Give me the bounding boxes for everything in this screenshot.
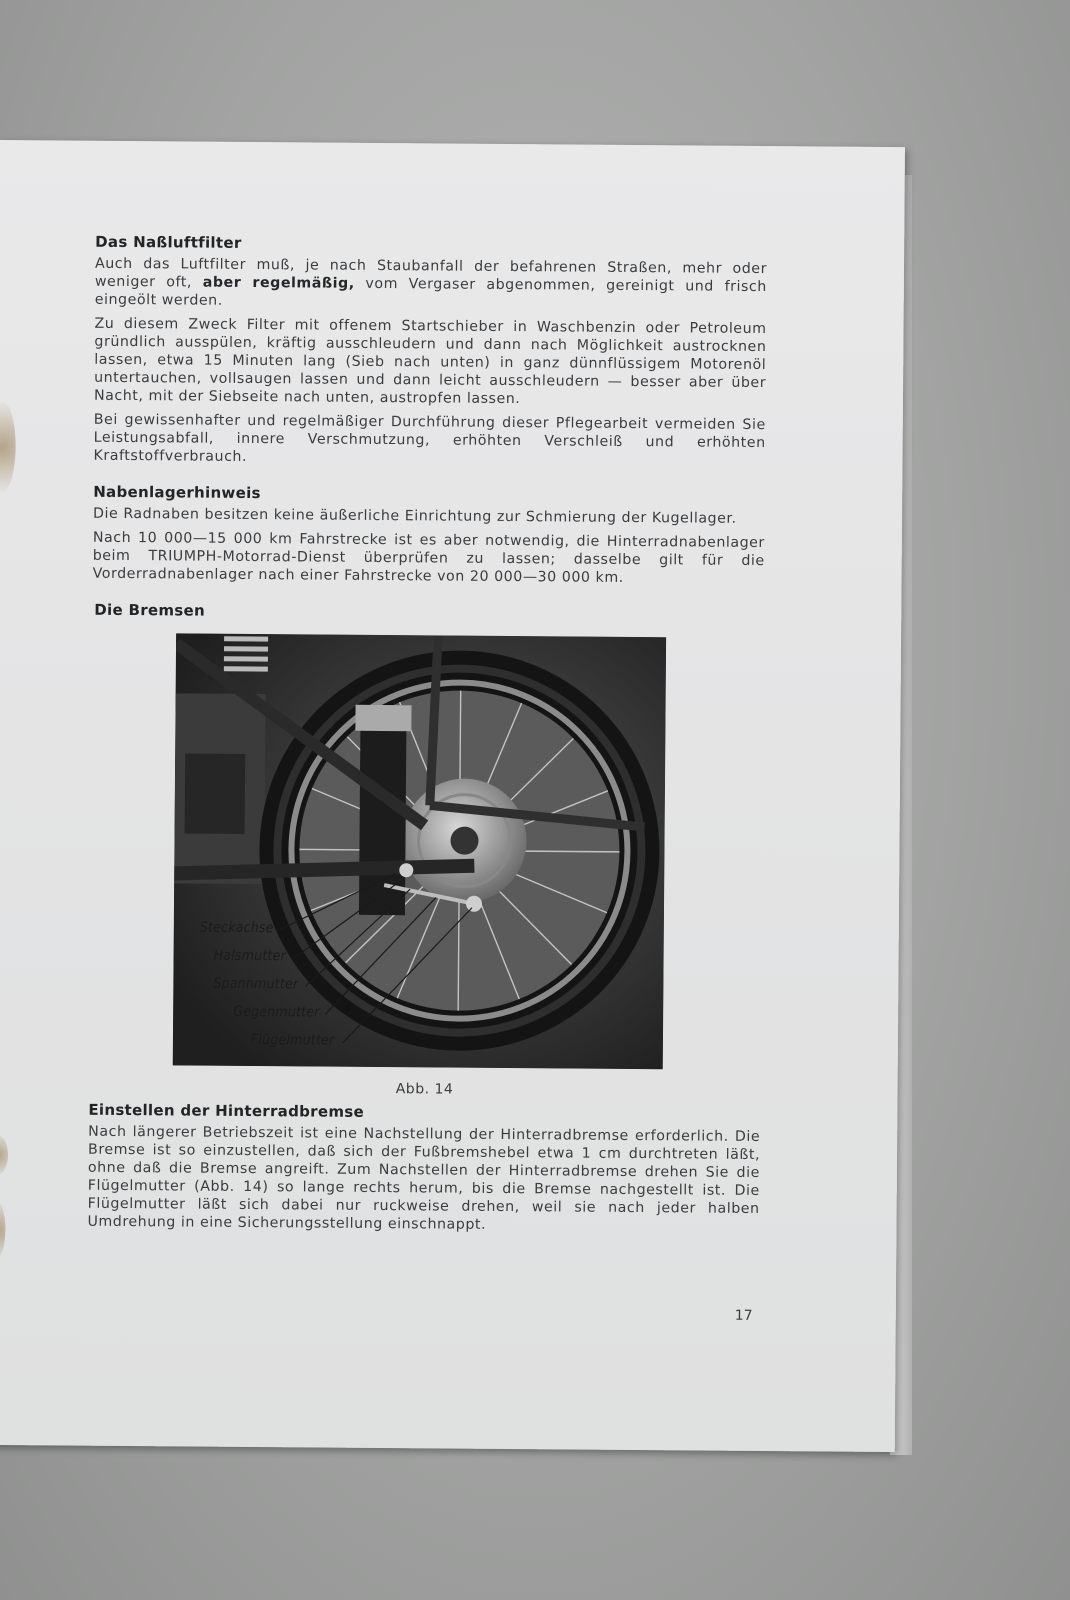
figure-caption: Abb. 14 bbox=[395, 1081, 454, 1098]
label-gegenmutter: Gegenmutter bbox=[233, 1003, 320, 1021]
figure-rear-wheel-photo bbox=[173, 633, 666, 1069]
paragraph: Zu diesem Zweck Filter mit offenem Startschieber in Waschbenzin oder Petroleum gründlich ausspülen, kräftig ausschleudern und dann nach Möglichkeit austrocknen lassen, etwa 15 Minuten lang (Sieb nach unten) in ganz dünnflüssigem Motorenöl untertauchen, vollsaugen lassen und dann leicht ausschleudern — besser aber über Nacht, mit der Siebseite nach unten, austropfen lassen. bbox=[93, 315, 767, 408]
page-content bbox=[87, 233, 767, 1254]
label-halsmutter: Halsmutter bbox=[213, 947, 286, 965]
stain bbox=[0, 1200, 6, 1260]
text-run: vom Vergaser abgenommen, gereinigt und frisch eingeölt werden. bbox=[94, 275, 767, 309]
section-heading: Die Bremsen bbox=[94, 600, 206, 620]
stain bbox=[0, 1135, 8, 1175]
booklet-page bbox=[0, 140, 905, 1452]
section-heading: Einstellen der Hinterradbremse bbox=[88, 1100, 365, 1121]
section-bremsen bbox=[89, 601, 765, 1100]
paragraph: Bei gewissenhafter und regelmäßiger Durchführung dieser Pflegearbeit vermeiden Sie Leistungsabfall, innere Verschmutzung, erhöhten Verschleiß und erhöhten Kraftstoffverbrauch. bbox=[93, 411, 766, 465]
label-fluegelmutter: Flügelmutter bbox=[250, 1031, 335, 1049]
section-nassluftfilter bbox=[93, 233, 767, 470]
emphasis-text: aber regelmäßig, bbox=[202, 274, 355, 292]
section-heading: Nabenlagerhinweis bbox=[93, 482, 261, 503]
paragraph: Nach längerer Betriebszeit ist eine Nachstellung der Hinterradbremse erforderlich. Die Bremse ist so einzustellen, daß sich der Fußbremshebel etwa 1 cm durchtreten läßt, ohne daß die Bremse angreift. Zum Nachstellen der Hinterradbremse drehen Sie die Flügelmutter (Abb. 14) so lange rechts herum, bis die Bremse nachgestellt ist. Die Flügelmutter läßt sich dabei nur ruckweise drehen, weil sie nach jeder halben Umdrehung in eine Sicherungsstellung einschnappt. bbox=[87, 1123, 761, 1233]
text-run: Auch das Luftfilter muß, je nach Staubanfall der befahrenen Straßen, mehr oder weniger oft, bbox=[94, 255, 768, 291]
section-hinterradbremse bbox=[87, 1101, 760, 1236]
label-steckachse: Steckachse bbox=[199, 919, 274, 937]
paragraph: Nach 10 000—15 000 km Fahrstrecke ist es aber notwendig, die Hinterradnabenlager beim TRIUMPH-Motorrad-Dienst überprüfen zu lassen; dasselbe gilt für die Vorderradnabenlager nach einer Fahrstrecke von 20 000—30 000 km. bbox=[92, 529, 765, 586]
paragraph bbox=[95, 255, 767, 314]
section-nabenlagerhinweis bbox=[93, 483, 766, 588]
paragraph: Die Radnaben besitzen keine äußerliche Einrichtung zur Schmierung der Kugellager. bbox=[93, 505, 737, 527]
label-spannmutter: Spannmutter bbox=[213, 975, 299, 993]
page-number: 17 bbox=[734, 1307, 753, 1324]
stain bbox=[0, 402, 16, 492]
section-heading: Das Naßluftfilter bbox=[95, 232, 242, 252]
